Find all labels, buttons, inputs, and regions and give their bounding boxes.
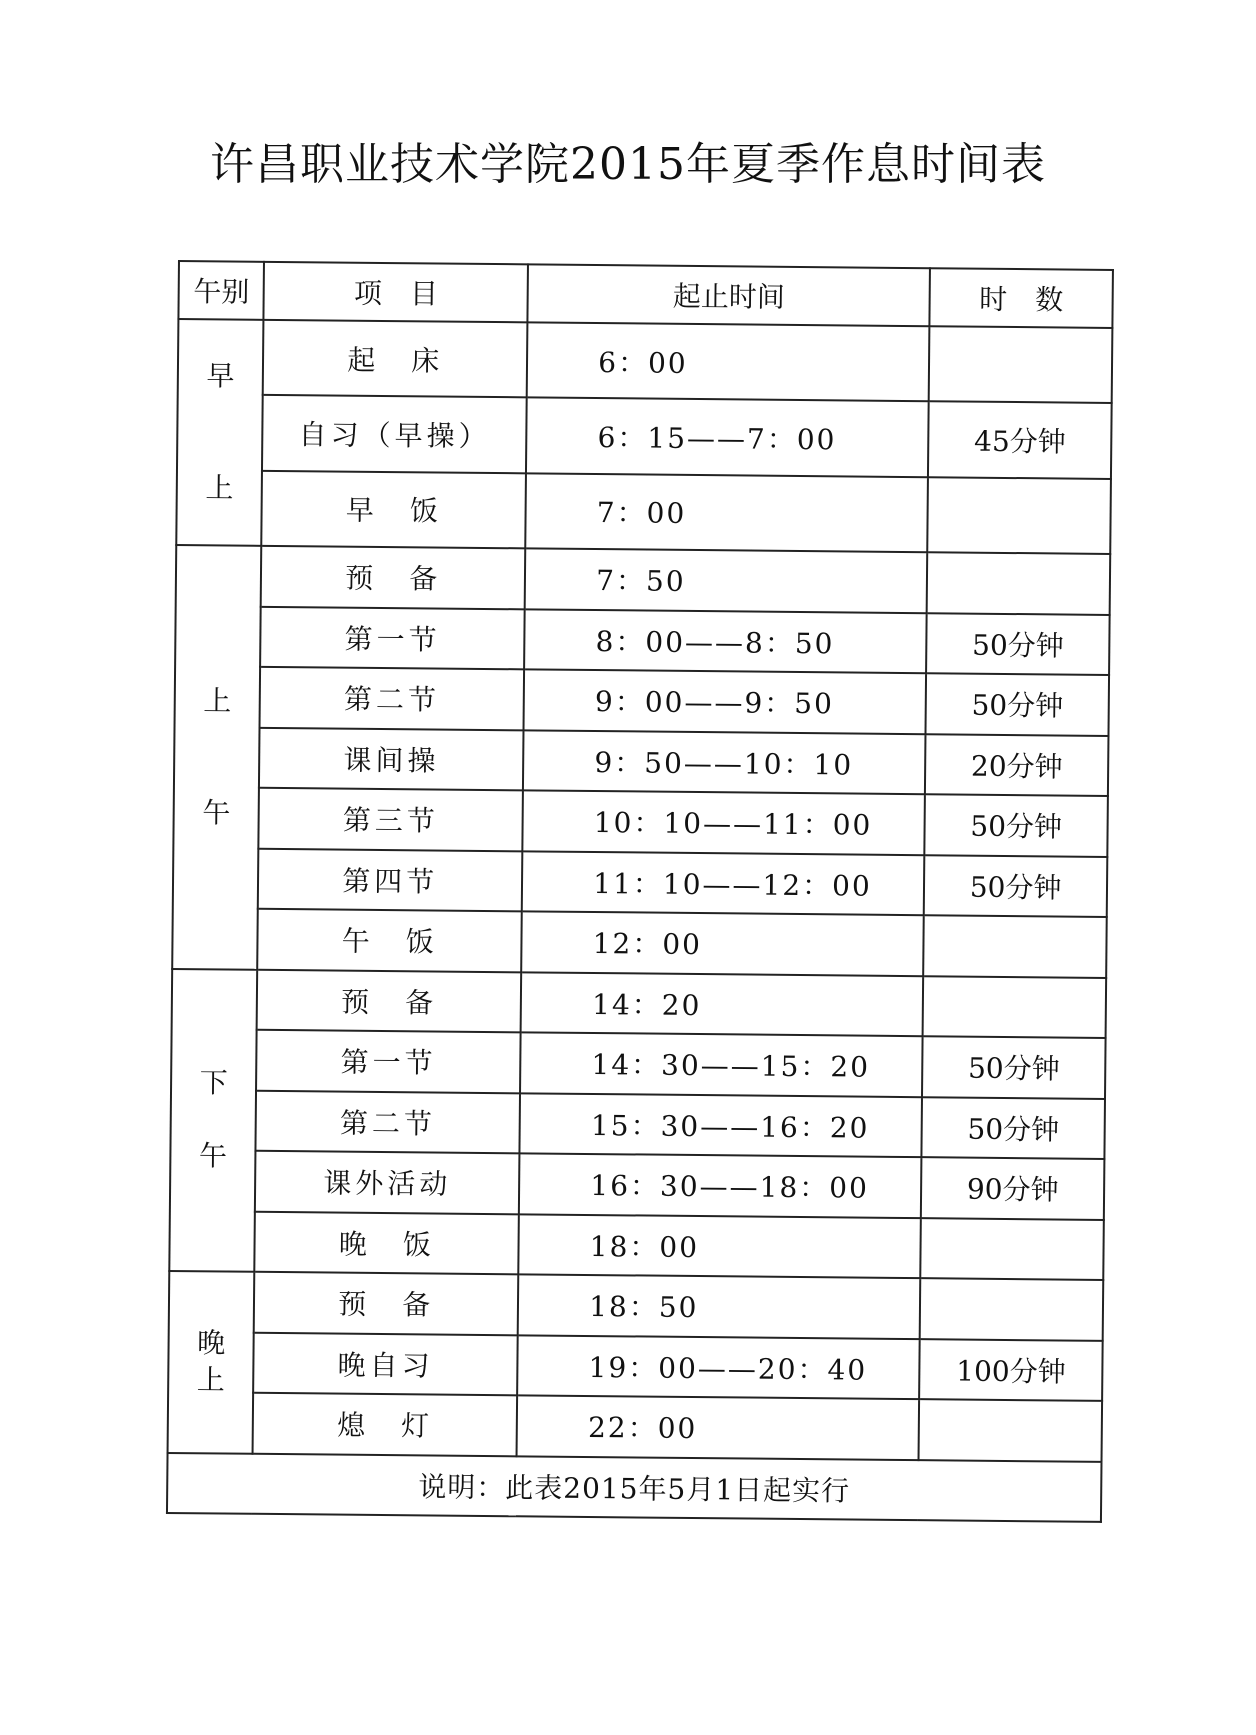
- period-cell: [168, 1271, 255, 1453]
- note-row: [167, 1452, 1102, 1521]
- time-cell: 8：00——8：50: [524, 609, 927, 673]
- table-row: [176, 545, 1111, 614]
- item-cell: 午 饭: [257, 909, 522, 972]
- table-row: [175, 605, 1110, 674]
- time-cell: 19：00——20：40: [517, 1335, 920, 1399]
- duration-cell: [923, 915, 1106, 977]
- duration-cell: [929, 326, 1112, 403]
- duration-cell: 50分钟: [925, 794, 1108, 856]
- item-cell: 早 饭: [262, 470, 527, 548]
- item-cell: 第一节: [260, 606, 525, 669]
- table-row: [172, 908, 1107, 977]
- duration-cell: 50分钟: [926, 673, 1109, 735]
- header-duration: 时 数: [930, 268, 1113, 328]
- note-text: 说明：此表2015年5月1日起实行: [167, 1452, 1102, 1521]
- item-cell: 第二节: [256, 1090, 521, 1153]
- item-cell: 自习（早操）: [262, 395, 527, 473]
- time-cell: 9：00——9：50: [524, 669, 927, 733]
- table-row: [173, 787, 1108, 856]
- time-cell: 18：50: [518, 1274, 921, 1338]
- table-row: [169, 1210, 1104, 1279]
- time-cell: 12：00: [521, 911, 924, 975]
- table-row: [168, 1331, 1103, 1400]
- time-cell: 16：30——18：00: [519, 1153, 922, 1217]
- period-label: 上午: [202, 684, 232, 830]
- period-label: 下午: [198, 1066, 228, 1173]
- duration-cell: 50分钟: [924, 855, 1107, 917]
- item-cell: 晚 饭: [255, 1211, 520, 1274]
- time-cell: 6：15——7：00: [526, 398, 929, 477]
- table-row: [170, 1150, 1105, 1219]
- duration-cell: 50分钟: [922, 1036, 1105, 1098]
- header-item: 项 目: [264, 262, 528, 323]
- duration-cell: 20分钟: [925, 734, 1108, 796]
- duration-cell: [920, 1218, 1103, 1280]
- item-cell: 第一节: [256, 1030, 521, 1093]
- period-label: 早上: [205, 359, 235, 505]
- header-time: 起止时间: [528, 264, 931, 326]
- period-cell: [176, 319, 263, 546]
- time-cell: 9：50——10：10: [523, 730, 926, 794]
- time-cell: 7：50: [525, 548, 928, 612]
- page-title: 许昌职业技术学院2015年夏季作息时间表: [210, 139, 1046, 190]
- time-cell: 6：00: [527, 322, 930, 401]
- period-cell: [169, 968, 257, 1271]
- table-row: [177, 394, 1112, 478]
- duration-cell: 45分钟: [928, 402, 1111, 479]
- period-cell: [172, 545, 261, 969]
- item-cell: 第二节: [260, 667, 525, 730]
- duration-cell: 50分钟: [926, 613, 1109, 675]
- duration-cell: [920, 1278, 1103, 1340]
- time-cell: 22：00: [517, 1395, 920, 1459]
- item-cell: 起 床: [263, 320, 528, 398]
- time-cell: 15：30——16：20: [520, 1093, 923, 1157]
- item-cell: 预 备: [257, 969, 522, 1032]
- duration-cell: [919, 1399, 1102, 1461]
- time-cell: 7：00: [525, 473, 928, 552]
- header-period: 午别: [178, 261, 264, 320]
- time-cell: 18：00: [518, 1214, 921, 1278]
- duration-cell: [923, 976, 1106, 1038]
- duration-cell: 90分钟: [921, 1157, 1104, 1219]
- header-row: [178, 261, 1113, 328]
- item-cell: 课间操: [259, 727, 524, 790]
- item-cell: 课外活动: [255, 1151, 520, 1214]
- duration-cell: [927, 477, 1110, 554]
- table-row: [173, 847, 1108, 916]
- duration-cell: 50分钟: [922, 1097, 1105, 1159]
- item-cell: 预 备: [261, 546, 526, 609]
- schedule-table: [166, 260, 1114, 1523]
- table-row: [174, 726, 1109, 795]
- table-row: [168, 1392, 1103, 1461]
- table-row: [175, 666, 1110, 735]
- duration-cell: 100分钟: [919, 1339, 1102, 1401]
- table-row: [169, 1271, 1104, 1340]
- item-cell: 熄 灯: [253, 1393, 518, 1456]
- item-cell: 预 备: [254, 1272, 519, 1335]
- table-row: [171, 1029, 1106, 1098]
- item-cell: 晚自习: [253, 1332, 518, 1395]
- time-cell: 11：10——12：00: [522, 851, 925, 915]
- table-row: [170, 1089, 1105, 1158]
- table-row: [178, 319, 1113, 403]
- time-cell: 14：20: [521, 972, 924, 1036]
- time-cell: 10：10——11：00: [523, 790, 926, 854]
- item-cell: 第四节: [258, 848, 523, 911]
- table-row: [176, 470, 1111, 554]
- period-label: 晚上: [196, 1326, 226, 1397]
- table-row: [172, 968, 1107, 1037]
- duration-cell: [927, 552, 1110, 614]
- item-cell: 第三节: [259, 788, 524, 851]
- time-cell: 14：30——15：20: [520, 1032, 923, 1096]
